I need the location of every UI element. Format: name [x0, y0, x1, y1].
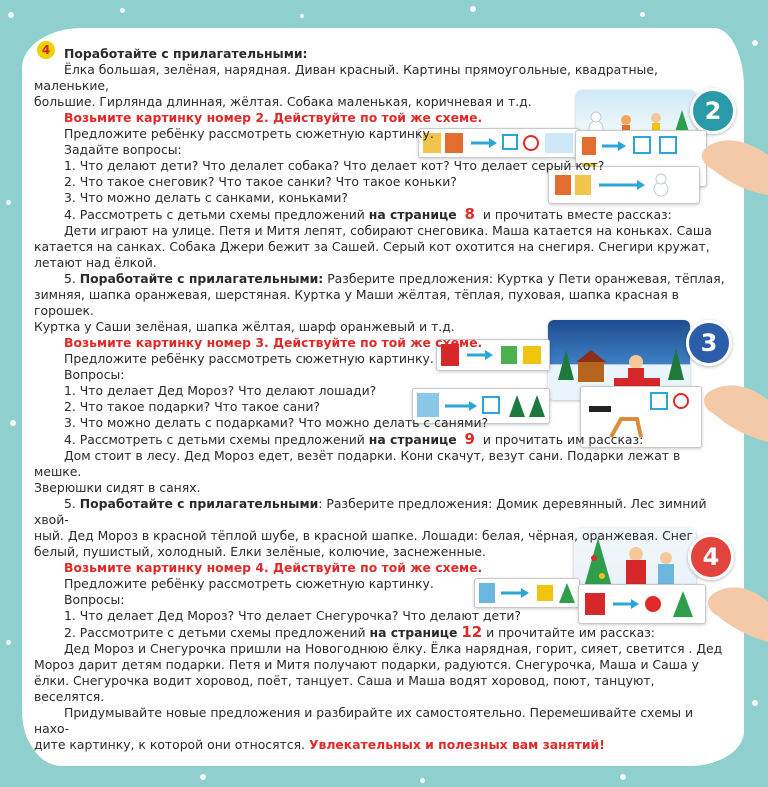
paragraph-line: 5. Поработайте с прилагательными: Разберите предложения: Домик деревянный. Лес зимний хвой- — [34, 496, 707, 527]
paragraph-line: белый, пушистый, холодный. Елки зелёные, колючие, заснеженные. — [34, 544, 486, 559]
question-item: 2. Рассмотрите с детьми схемы предложений на странице 12 и прочитайте им рассказ: — [64, 623, 655, 641]
story-line: Дом стоит в лесу. Дед Мороз едет, везёт подарки. Кони скачут, везут сани. Подарки лежат в мешке. — [34, 448, 681, 479]
closing-wish: Увлекательных и полезных вам занятий! — [308, 737, 605, 752]
paragraph-line: Вопросы: — [64, 592, 125, 607]
question-item: 4. Рассмотреть с детьми схемы предложений на странице 8 и прочитать вместе рассказ: — [64, 205, 672, 223]
instruction-picture-4: Возьмите картинку номер 4. Действуйте по той же схеме. — [64, 560, 483, 575]
question-item: 2. Что такое подарки? Что такое сани? — [64, 399, 320, 414]
question-item: 2. Что такое снеговик? Что такое санки? Что такое коньки? — [64, 174, 457, 189]
question-item: 1. Что делает Дед Мороз? Что делает Снегурочка? Что делают дети? — [64, 608, 521, 623]
question-item: 1. Что делает Дед Мороз? Что делают лошади? — [64, 383, 377, 398]
badge-2: 2 — [690, 88, 736, 134]
instruction-text — [34, 46, 728, 753]
instruction-picture-2: Возьмите картинку номер 2. Действуйте по той же схеме. — [64, 110, 483, 125]
paragraph-line: Ёлка большая, зелёная, нарядная. Диван красный. Картины прямоугольные, квадратные, маленькие, — [34, 62, 658, 93]
story-line: ёлки. Снегурочка водит хоровод, поёт, танцует. Саша и Маша водят хоровод, поют, танцуют, веселятся. — [34, 673, 655, 704]
paragraph-line: ный. Дед Мороз в красной тёплой шубе, в красной шапке. Лошади: белая, чёрная, оранжевая. Снег — [34, 528, 694, 543]
page-reference: 12 — [461, 623, 483, 641]
story-line: катается на санках. Собака Джери бежит за Сашей. Серый кот охотится на снегиря. Снегири кружат, — [34, 239, 710, 254]
paragraph-line: Куртка у Саши зелёная, шапка жёлтая, шарф оранжевый и т.д. — [34, 319, 455, 334]
paragraph-line: зимняя, шапка оранжевая, шерстяная. Куртка у Маши жёлтая, тёплая, пуховая, шапка красная в горошек. — [34, 287, 679, 318]
final-paragraph: дите картинку, к которой они относятся. Увлекательных и полезных вам занятий! — [34, 737, 605, 752]
question-item: 3. Что можно делать с подарками? Что можно делать с санями? — [64, 415, 489, 430]
story-line: Зверюшки сидят в санях. — [34, 480, 201, 495]
story-line: летают над ёлкой. — [34, 255, 157, 270]
instruction-picture-3: Возьмите картинку номер 3. Действуйте по той же схеме. — [64, 335, 483, 350]
paragraph-line: Вопросы: — [64, 367, 125, 382]
final-paragraph: Придумывайте новые предложения и разбирайте их самостоятельно. Перемешивайте схемы и нахо- — [34, 705, 694, 736]
paragraph-line: Предложите ребёнку рассмотреть сюжетную картинку. — [64, 576, 434, 591]
paragraph-line: большие. Гирлянда длинная, жёлтая. Собака маленькая, коричневая и т.д. — [34, 94, 532, 109]
page-reference: 9 — [464, 430, 475, 448]
paragraph-line: Предложите ребёнку рассмотреть сюжетную картинку. — [64, 126, 434, 141]
paragraph-line: Предложите ребёнку рассмотреть сюжетную картинку. — [64, 351, 434, 366]
question-item: 1. Что делают дети? Что делалет собака? Что делает кот? Что делает серый кот? — [64, 158, 605, 173]
paragraph-line: 5. Поработайте с прилагательными: Разберите предложения: Куртка у Пети оранжевая, тёплая, — [64, 271, 725, 286]
question-item: 4. Рассмотреть с детьми схемы предложений на странице 9 и прочитать им рассказ: — [64, 430, 644, 448]
story-line: Дед Мороз и Снегурочка пришли на Новогоднюю ёлку. Ёлка нарядная, горит, сияет, светится . Дед — [64, 641, 723, 656]
page-number: 4 — [37, 41, 55, 59]
story-line: Мороз дарит детям подарки. Петя и Митя получают подарки, радуются. Снегурочка, Маша и Саша у — [34, 657, 699, 672]
badge-4: 4 — [688, 534, 734, 580]
badge-3: 3 — [686, 320, 732, 366]
story-line: Дети играют на улице. Петя и Митя лепят, собирают снеговика. Маша катается на коньках. Саша — [64, 223, 712, 238]
heading-adjectives: Поработайте с прилагательными: — [64, 46, 308, 61]
paragraph-line: Задайте вопросы: — [64, 142, 182, 157]
question-item: 3. Что можно делать с санками, коньками? — [64, 190, 348, 205]
page-reference: 8 — [464, 205, 475, 223]
